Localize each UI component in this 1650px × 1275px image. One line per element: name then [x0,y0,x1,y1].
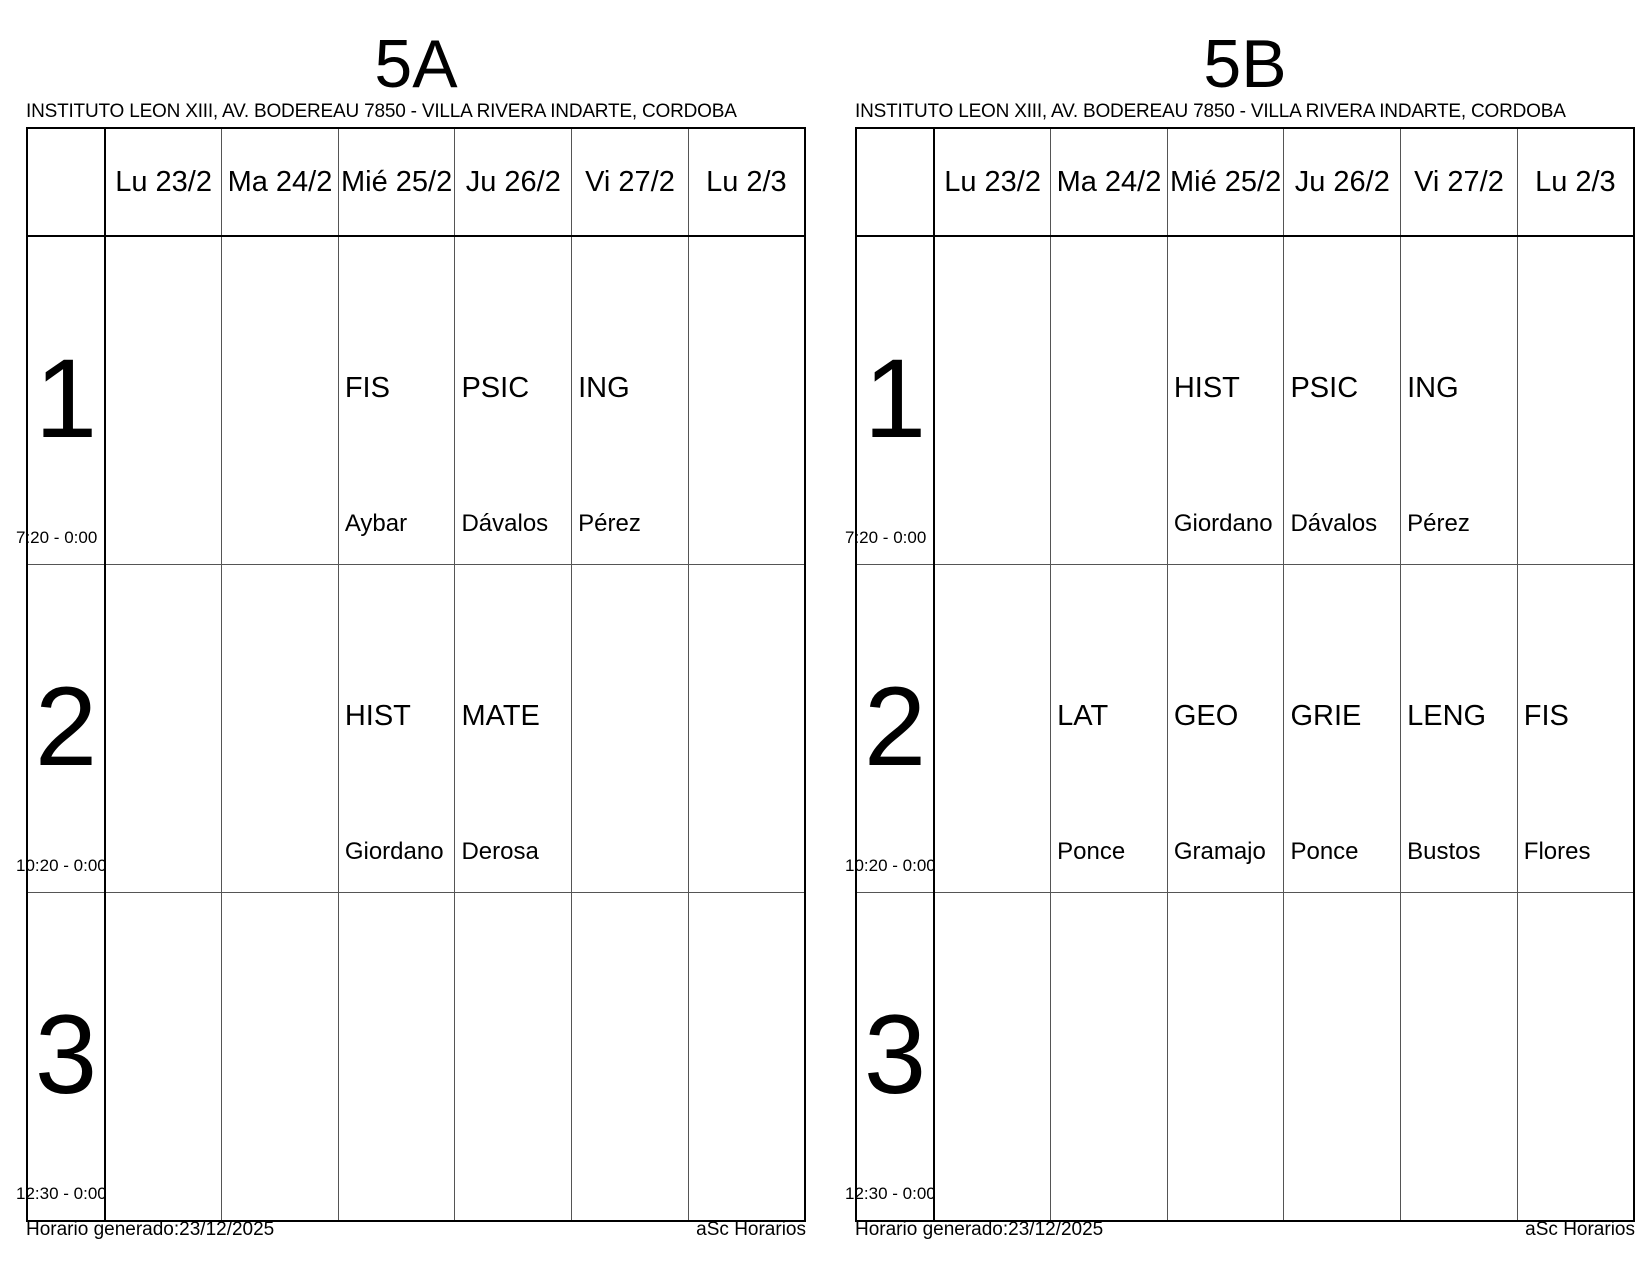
period-row [27,893,805,1222]
period-row [856,565,1634,893]
period-number: 1 [863,336,927,461]
lesson-teacher: Giordano [344,838,444,865]
lesson-cell [105,565,222,893]
lesson-subject: LAT [1057,700,1109,732]
lesson-cell [1401,565,1518,893]
period-number: 3 [863,992,927,1117]
day-header: Vi 27/2 [1401,128,1518,236]
period-cell [845,565,936,893]
corner-cell [27,128,105,236]
lesson-cell [1517,236,1634,565]
lesson-cell [572,565,689,893]
lesson-teacher: Giordano [1173,510,1273,537]
lesson-subject: GRIE [1290,700,1362,732]
lesson-subject: ING [1407,372,1459,404]
day-header: Ju 26/2 [455,128,572,236]
period-time: 12:30 - 0:00 [16,1184,107,1203]
lesson-cell [1051,236,1168,565]
lesson-teacher: Pérez [1407,510,1470,537]
lesson-cell [1051,565,1168,893]
lesson-cell [1517,565,1634,893]
period-cell [845,236,934,565]
lesson-cell [934,893,1051,1222]
lesson-teacher: Bustos [1407,838,1481,865]
lesson-cell [572,893,689,1222]
period-number: 1 [34,336,98,461]
period-time: 7:20 - 0:00 [845,528,927,547]
lesson-cell [455,236,572,565]
lesson-cell [1167,565,1284,893]
lesson-cell [688,893,805,1222]
lesson-subject: FIS [1523,700,1569,732]
lesson-cell [222,565,339,893]
lesson-cell [934,236,1051,565]
class-title: 5A [374,26,458,102]
lesson-cell [1401,893,1518,1222]
lesson-teacher: Derosa [461,838,539,865]
footer-brand: aSc Horarios [696,1219,806,1240]
lesson-teacher: Ponce [1290,838,1359,865]
lesson-cell [688,236,805,565]
lesson-subject: FIS [344,372,390,404]
lesson-subject: ING [578,372,630,404]
period-number: 2 [34,664,98,789]
lesson-teacher: Pérez [578,510,641,537]
day-header: Lu 23/2 [105,128,222,236]
lesson-subject: HIST [344,700,411,732]
period-time: 7:20 - 0:00 [16,528,98,547]
timetable-panel-5a [16,0,806,1275]
lesson-teacher: Aybar [344,510,408,537]
period-row [27,565,805,893]
period-row [27,236,805,565]
period-number: 2 [863,664,927,789]
period-cell [845,893,936,1222]
lesson-cell [455,565,572,893]
school-name: INSTITUTO LEON XIII, AV. BODEREAU 7850 - VILLA RIVERA INDARTE, CORDOBA [855,101,1566,122]
period-row [856,236,1634,565]
lesson-cell [1167,236,1284,565]
day-header: Ma 24/2 [1051,128,1168,236]
lesson-teacher: Dávalos [461,510,549,537]
day-header-row [856,128,1634,236]
lesson-cell [338,565,455,893]
lesson-cell [572,236,689,565]
day-header: Lu 2/3 [688,128,805,236]
day-header: Lu 23/2 [934,128,1051,236]
period-number: 3 [34,992,98,1117]
lesson-cell [1284,565,1401,893]
day-header: Vi 27/2 [572,128,689,236]
lesson-cell [105,893,222,1222]
lesson-subject: MATE [461,700,540,732]
lesson-teacher: Dávalos [1290,510,1378,537]
lesson-cell [934,565,1051,893]
lesson-cell [1051,893,1168,1222]
footer-generated: Horario generado:23/12/2025 [855,1219,1104,1240]
school-name: INSTITUTO LEON XIII, AV. BODEREAU 7850 - VILLA RIVERA INDARTE, CORDOBA [26,101,737,122]
lesson-cell [1167,893,1284,1222]
lesson-teacher: Flores [1523,838,1591,865]
footer-generated: Horario generado:23/12/2025 [26,1219,275,1240]
day-header: Ju 26/2 [1284,128,1401,236]
day-header-row [27,128,805,236]
lesson-subject: GEO [1173,700,1239,732]
corner-cell [856,128,934,236]
day-header: Lu 2/3 [1517,128,1634,236]
footer-brand: aSc Horarios [1525,1219,1635,1240]
lesson-cell [688,565,805,893]
period-cell [16,565,107,893]
lesson-cell [338,893,455,1222]
lesson-cell [1401,236,1518,565]
lesson-cell [1284,236,1401,565]
period-cell [16,893,107,1222]
lesson-cell [105,236,222,565]
lesson-subject: HIST [1173,372,1240,404]
day-header: Mié 25/2 [338,128,455,236]
period-time: 10:20 - 0:00 [16,856,107,875]
period-row [856,893,1634,1222]
period-cell [16,236,105,565]
lesson-subject: LENG [1407,700,1487,732]
timetable-panel-5b [845,0,1635,1275]
day-header: Mié 25/2 [1167,128,1284,236]
timetable-grid [16,127,806,1222]
lesson-cell [338,236,455,565]
lesson-cell [1517,893,1634,1222]
day-header: Ma 24/2 [222,128,339,236]
lesson-cell [455,893,572,1222]
period-time: 12:30 - 0:00 [845,1184,936,1203]
lesson-cell [222,236,339,565]
lesson-cell [222,893,339,1222]
period-time: 10:20 - 0:00 [845,856,936,875]
class-title: 5B [1203,26,1287,102]
lesson-subject: PSIC [461,372,530,404]
lesson-subject: PSIC [1290,372,1359,404]
lesson-teacher: Gramajo [1173,838,1266,865]
lesson-teacher: Ponce [1057,838,1126,865]
lesson-cell [1284,893,1401,1222]
timetable-grid [845,127,1635,1222]
